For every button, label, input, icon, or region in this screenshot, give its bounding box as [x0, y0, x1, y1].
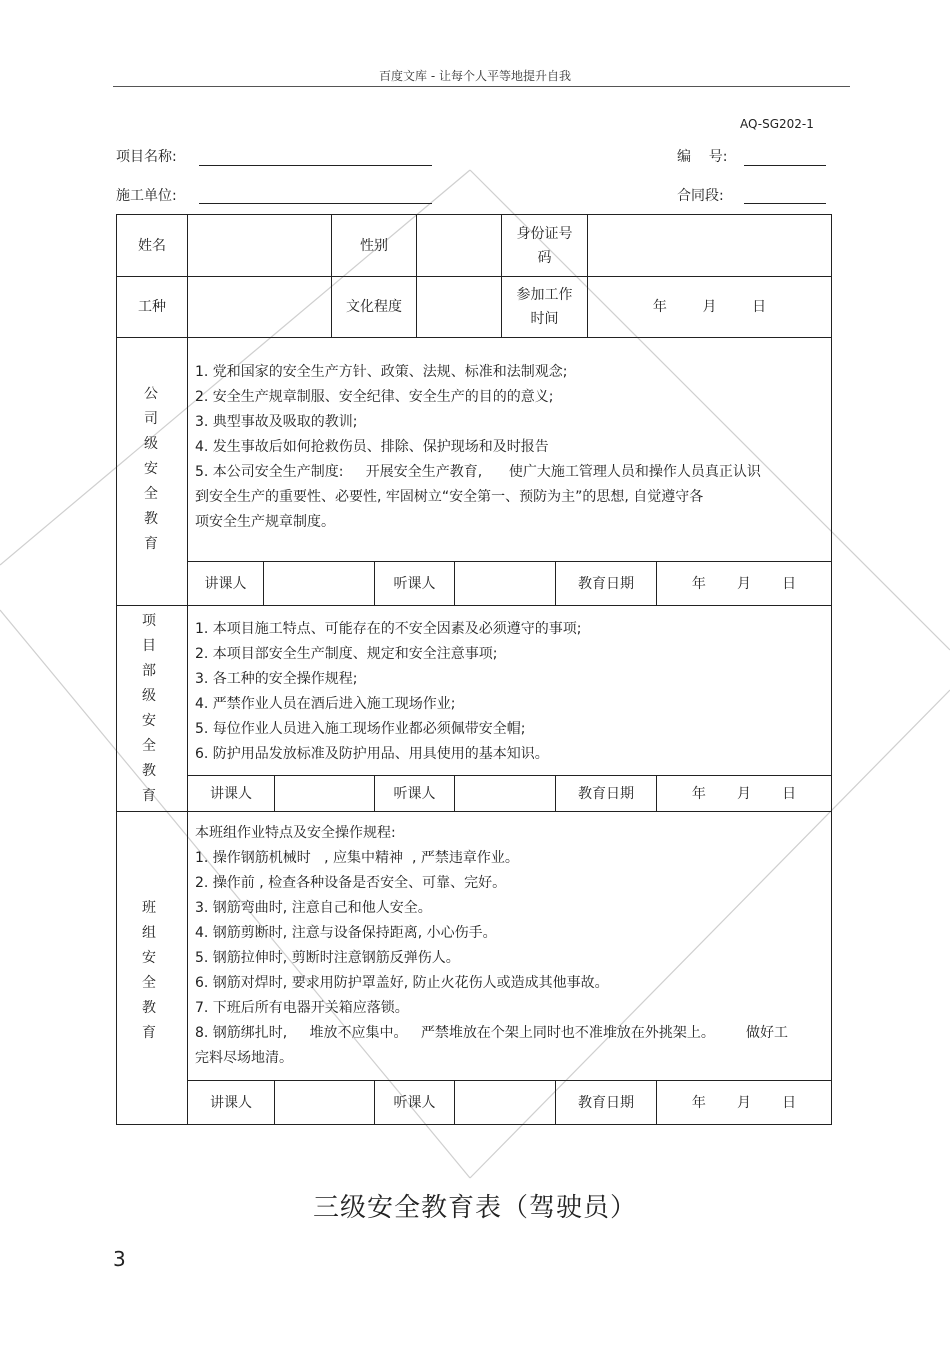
project-name-field[interactable]: [199, 165, 432, 166]
project-listener-value[interactable]: [455, 776, 555, 811]
project-lecturer-value[interactable]: [275, 776, 374, 811]
page-number: 3: [113, 1247, 126, 1271]
construction-unit-label: 施工单位:: [116, 188, 177, 204]
education-table: [116, 214, 832, 1125]
name-value[interactable]: [188, 215, 331, 276]
education-value[interactable]: [417, 277, 501, 337]
team-listener-value[interactable]: [455, 1081, 555, 1124]
education-label: 文化程度: [346, 299, 402, 315]
team-listener-label: 听课人: [393, 1094, 436, 1111]
company-lecturer-value[interactable]: [264, 562, 374, 605]
team-lecturer-label: 讲课人: [210, 1094, 252, 1111]
project-level-heading: 项 目 部 级 安 全 教 育: [142, 613, 156, 804]
serial-no-field[interactable]: [744, 165, 826, 166]
contract-section-label: 合同段:: [677, 188, 724, 204]
name-label: 姓名: [138, 237, 166, 254]
work-start-label: 参加工作 时间: [516, 287, 573, 327]
serial-no-label: 编 号:: [677, 149, 728, 165]
work-start-date[interactable]: 年 月 日: [652, 299, 767, 315]
form-title: 三级安全教育表（驾驶员）: [312, 1193, 637, 1223]
team-lecturer-value[interactable]: [275, 1081, 374, 1124]
company-listener-value[interactable]: [455, 562, 555, 605]
project-listener-label: 听课人: [393, 785, 436, 802]
id-number-value[interactable]: [588, 215, 831, 276]
team-level-heading: 班 组 安 全 教 育: [142, 900, 156, 1041]
page-header: 百度文库 - 让每个人平等地提升自我: [379, 69, 571, 83]
project-edu-date-label: 教育日期: [578, 785, 634, 802]
id-number-label: 身份证号 码: [516, 225, 573, 266]
header-divider: [113, 86, 850, 87]
document-code: AQ-SG202-1: [740, 117, 814, 131]
company-level-heading: 公 司 级 安 全 教 育: [144, 386, 158, 552]
company-content: 1. 党和国家的安全生产方针、政策、法规、标准和法制观念; 2. 安全生产规章制服、安全纪律、安全生产的目的的意义; 3. 典型事故及吸取的教训; 4. 发生事故后如何抢救伤员、排除、保护现场和及时报告 5. 本公司安全生产制度: 开展安全生产教育, 使广大施工管理人员和操作人员真正认识 到安全生产的重要性、必要性, 牢固树立“安全第一、预防为主”的思想, 自觉遵守各 项安全生产规章制度。: [195, 364, 761, 530]
company-listener-label: 听课人: [393, 575, 436, 592]
gender-value[interactable]: [417, 215, 501, 276]
job-value[interactable]: [188, 277, 331, 337]
team-edu-date-label: 教育日期: [578, 1094, 634, 1111]
project-content: 1. 本项目施工特点、可能存在的不安全因素及必须遵守的事项; 2. 本项目部安全生产制度、规定和安全注意事项; 3. 各工种的安全操作规程; 4. 严禁作业人员在酒后进入施工现场作业; 5. 每位作业人员进入施工现场作业都必须佩带安全帽; 6. 防护用品发放标准及防护用品、用具使用的基本知识。: [195, 621, 582, 762]
contract-section-field[interactable]: [744, 203, 826, 204]
company-edu-date-value[interactable]: 年 月 日: [691, 575, 797, 592]
project-edu-date-value[interactable]: 年 月 日: [691, 785, 797, 802]
job-label: 工种: [138, 299, 166, 315]
construction-unit-field[interactable]: [199, 203, 432, 204]
company-lecturer-label: 讲课人: [204, 575, 247, 592]
project-name-label: 项目名称:: [116, 149, 177, 165]
company-edu-date-label: 教育日期: [578, 575, 634, 592]
team-content: 本班组作业特点及安全操作规程: 1. 操作钢筋机械时 , 应集中精神 , 严禁违章作业。 2. 操作前 , 检查各种设备是否安全、可靠、完好。 3. 钢筋弯曲时, 注意自己和他人安全。 4. 钢筋剪断时, 注意与设备保持距离, 小心伤手。 5. 钢筋拉伸时, 剪断时注意钢筋反弹伤人。 6. 钢筋对焊时, 要求用防护罩盖好, 防止火花伤人或造成其他事故。 7. 下班后所有电器开关箱应落锁。 8. 钢筋绑扎时, 堆放不应集中。 严禁堆放在个架上同时也不准堆放在外挑架上。 做好工 完料尽场地清。: [195, 825, 789, 1066]
team-edu-date-value[interactable]: 年 月 日: [691, 1094, 797, 1111]
project-lecturer-label: 讲课人: [210, 785, 252, 802]
gender-label: 性别: [360, 237, 388, 254]
